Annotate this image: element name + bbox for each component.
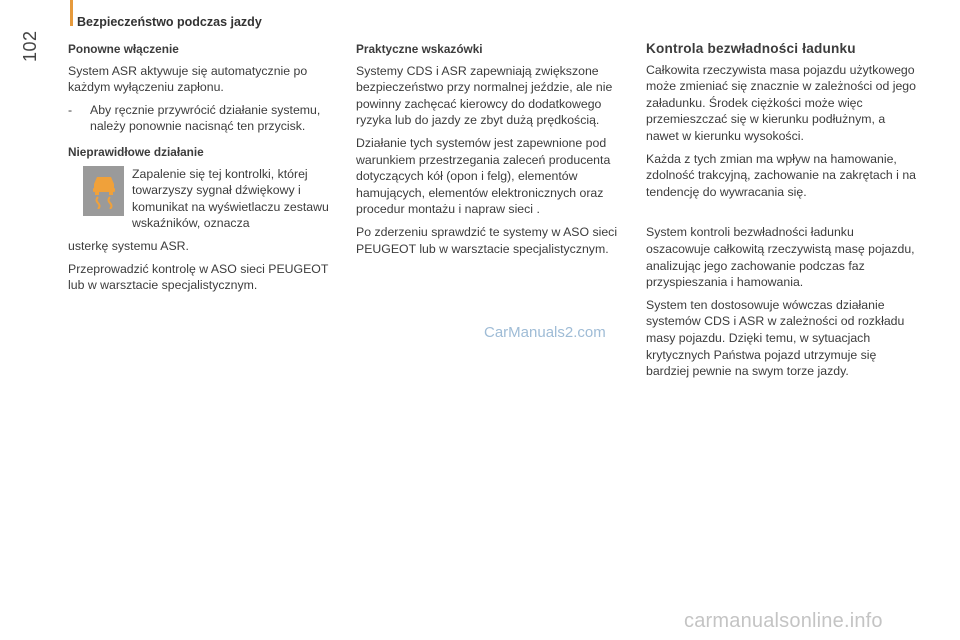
bullet-text: Aby ręcznie przywrócić działanie systemu, należy ponownie nacisnąć ten przycisk. <box>90 102 321 134</box>
traction-control-warning-icon <box>83 166 124 216</box>
section-title-load-control: Kontrola bezwładności ładunku <box>646 41 856 56</box>
paragraph: Działanie tych systemów jest zapewnione pod warunkiem przestrzegania zaleceń producenta dotyczących kół (opon i felg), elementów hamujących, elementów elektronicznych oraz procedur montażu i napraw sieci . <box>356 135 611 217</box>
column-middle <box>356 41 628 263</box>
paragraph: System ten dostosowuje wówczas działanie systemów CDS i ASR w zależności od rozkładu masy pojazdu. Dzięki temu, w sytuacjach krytycznych Państwa pojazd utrzymuje się bardziej pewnie na swym torze jazdy. <box>646 297 905 379</box>
watermark-footer: carmanualsonline.info <box>684 610 883 632</box>
header-accent-bar <box>70 0 73 26</box>
column-left <box>68 41 340 300</box>
paragraph: Przeprowadzić kontrolę w ASO sieci PEUGEOT lub w warsztacie specjalistycznym. <box>68 261 329 293</box>
header-title: Bezpieczeństwo podczas jazdy <box>77 15 262 29</box>
section-title-malfunction: Nieprawidłowe działanie <box>68 144 204 159</box>
column-right <box>646 41 921 386</box>
paragraph: Po zderzeniu sprawdzić te systemy w ASO sieci PEUGEOT lub w warsztacie specjalistycznym. <box>356 224 618 256</box>
bullet-dash: - <box>68 102 73 117</box>
page-number: 102 <box>20 30 40 62</box>
malfunction-text-tail: usterkę systemu ASR. <box>68 238 189 253</box>
malfunction-text: Zapalenie się tej kontrolki, której towarzyszy sygnał dźwiękowy i komunikat na wyświetlaczu zestawu wskaźników, oznacza <box>132 166 329 231</box>
paragraph: Systemy CDS i ASR zapewniają zwiększone bezpieczeństwo przy normalnej jeździe, ale nie powinny zachęcać kierowcy do dodatkowego ryzyka lub do jazdy ze zbyt dużą prędkością. <box>356 63 613 128</box>
section-title-reenable: Ponowne włączenie <box>68 42 179 56</box>
section-title-tips: Praktyczne wskazówki <box>356 42 483 56</box>
paragraph: Całkowita rzeczywista masa pojazdu użytkowego może zmieniać się znacznie w zależności od jego załadunku. Środek ciężkości może więc przemieszczać się w kierunku podłużnym, a nawet w kierunku wysokości. <box>646 62 916 143</box>
bullet-item <box>68 102 340 135</box>
watermark-center: CarManuals2.com <box>484 324 606 341</box>
malfunction-block <box>68 144 340 294</box>
paragraph: Każda z tych zmian ma wpływ na hamowanie, zdolność trakcyjną, zachowanie na zakrętach i na tendencję do wywracania się. <box>646 151 916 199</box>
paragraph: System kontroli bezwładności ładunku oszacowuje całkowitą rzeczywistą masę pojazdu, analizując jego zachowanie podczas faz przyspieszania i hamowania. <box>646 225 915 290</box>
paragraph: System ASR aktywuje się automatycznie po każdym wyłączeniu zapłonu. <box>68 63 308 95</box>
